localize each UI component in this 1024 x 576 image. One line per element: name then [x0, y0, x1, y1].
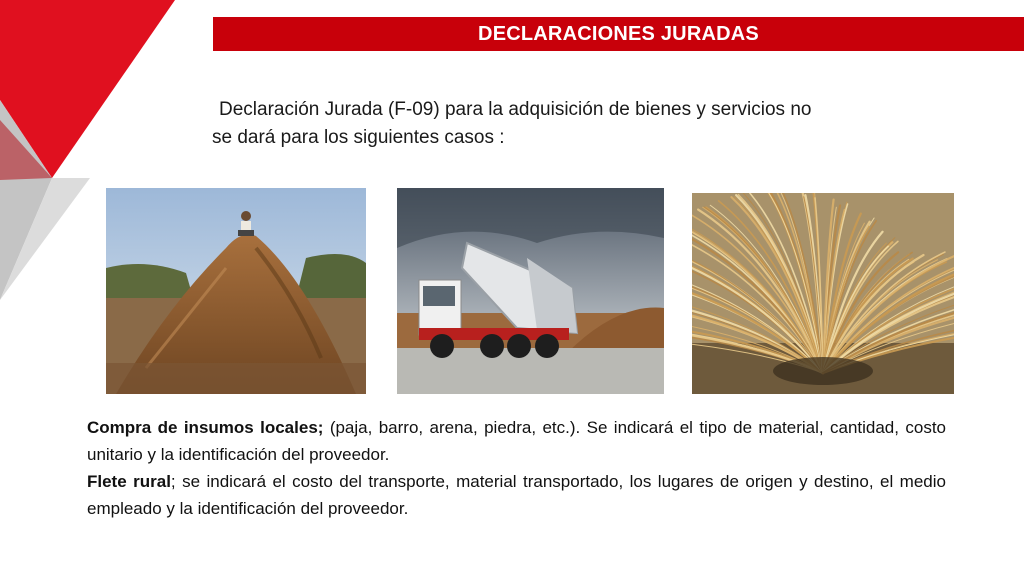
item-local-inputs-label: Compra de insumos locales;: [87, 418, 324, 437]
slide-title: DECLARACIONES JURADAS: [478, 22, 759, 45]
intro-line-1: Declaración Jurada (F-09) para la adquisición de bienes y servicios no: [219, 99, 812, 120]
item-rural-freight-label: Flete rural: [87, 472, 171, 491]
intro-paragraph: [212, 96, 902, 152]
photo-straw-grass: [692, 193, 954, 394]
item-local-inputs: [87, 414, 946, 468]
body-text: [87, 414, 946, 522]
item-rural-freight: [87, 468, 946, 522]
item-local-inputs-text: (paja, barro, arena, piedra, etc.). Se indicará el tipo de material, cantidad, costo unitario y la identificación del proveedor.: [87, 418, 946, 464]
item-rural-freight-text: ; se indicará el costo del transporte, material transportado, los lugares de origen y destino, el medio empleado y la identificación del proveedor.: [87, 472, 946, 518]
photo-dirt-mound: [106, 188, 366, 394]
slide-title-bar: [213, 17, 1024, 51]
photo-dump-truck: [397, 188, 664, 394]
intro-line-2: se dará para los siguientes casos :: [212, 127, 505, 148]
